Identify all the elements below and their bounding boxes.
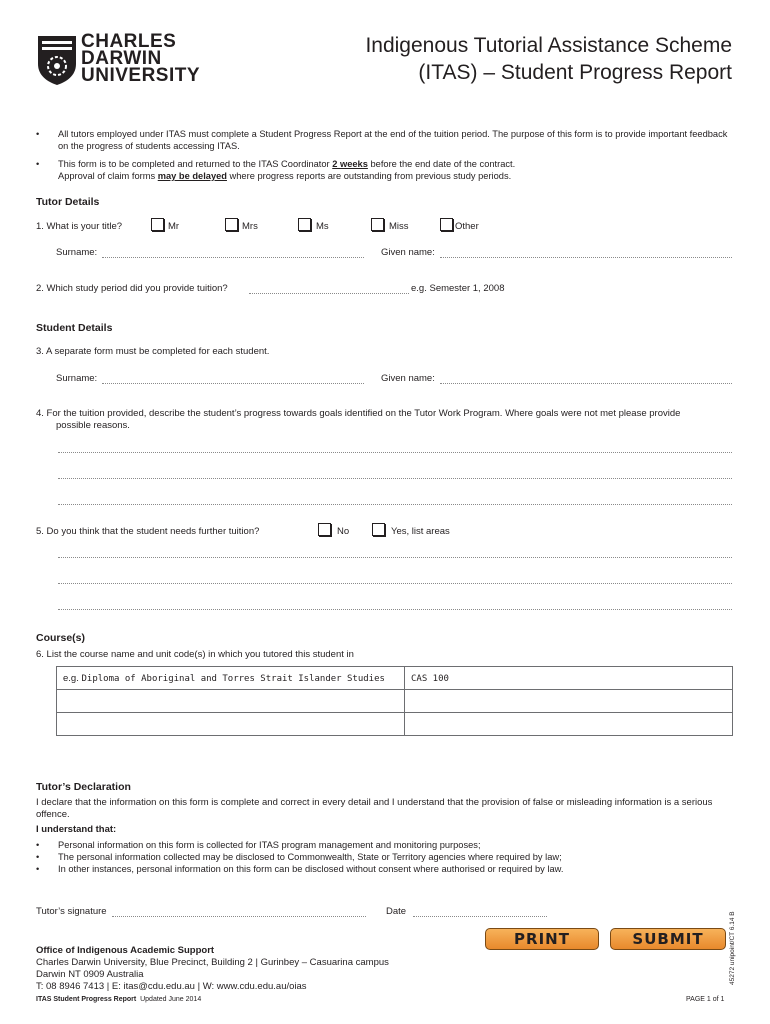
progress-line-1[interactable] — [58, 452, 732, 453]
declaration-heading: Tutor’s Declaration — [36, 781, 131, 793]
q1-label: 1. What is your title? — [36, 221, 123, 232]
title-miss-label: Miss — [389, 221, 409, 232]
q3-label: 3. A separate form must be completed for each student. — [36, 346, 270, 357]
courses-table — [56, 666, 733, 736]
courses-heading: Course(s) — [36, 632, 86, 644]
page-title: Indigenous Tutorial Assistance Scheme (ITAS) – Student Progress Report — [365, 34, 732, 84]
unit-code-cell[interactable] — [405, 690, 733, 713]
unit-code-cell[interactable]: CAS 100 — [405, 667, 733, 690]
understand-points — [36, 839, 736, 875]
title-other-checkbox[interactable] — [440, 218, 453, 231]
declaration-text: I declare that the information on this form is complete and correct in every detail and I understand that the provision of false or misleading information is a serious offence. — [36, 797, 713, 820]
footer-page: PAGE 1 of 1 — [686, 996, 725, 1003]
further-tuition-no-checkbox[interactable] — [318, 523, 331, 536]
further-tuition-yes-checkbox[interactable] — [372, 523, 385, 536]
student-surname-field[interactable] — [102, 383, 364, 384]
course-name-cell[interactable] — [57, 713, 405, 736]
tutor-given-name-label: Given name: — [381, 247, 435, 258]
logo-line-3: UNIVERSITY — [81, 65, 201, 86]
q2-example: e.g. Semester 1, 2008 — [411, 283, 505, 294]
progress-line-3[interactable] — [58, 504, 732, 505]
q4-label: 4. For the tuition provided, describe the student’s progress towards goals identified on the Tutor Work Program. Where goals were not met please provide — [36, 408, 681, 419]
tutor-details-heading: Tutor Details — [36, 196, 100, 208]
signature-label: Tutor’s signature — [36, 906, 107, 917]
course-name-cell[interactable] — [57, 690, 405, 713]
date-label: Date — [386, 906, 407, 917]
understand-point-1: • Personal information on this form is collected for ITAS program management and monitoring purposes; — [36, 839, 736, 851]
tuition-areas-line-2[interactable] — [58, 583, 732, 584]
intro-bullets — [36, 128, 736, 188]
table-row — [57, 713, 733, 736]
logo-line-2: DARWIN — [81, 48, 162, 69]
title-mr-label: Mr — [168, 221, 180, 232]
tuition-areas-line-3[interactable] — [58, 609, 732, 610]
footer-code: 45272 unipoint/CT 6.14 B — [729, 911, 736, 985]
title-mrs-label: Mrs — [242, 221, 258, 232]
tuition-areas-line-1[interactable] — [58, 557, 732, 558]
understand-point-2: • The personal information collected may be disclosed to Commonwealth, State or Territory agencies where required by law; — [36, 851, 736, 863]
cdu-logo-emblem — [36, 34, 78, 86]
course-name-cell[interactable]: e.g. Diploma of Aboriginal and Torres Strait Islander Studies — [57, 667, 405, 690]
progress-line-2[interactable] — [58, 478, 732, 479]
cdu-logo-wordmark — [81, 33, 200, 84]
title-ms-label: Ms — [316, 221, 329, 232]
submit-button[interactable]: SUBMIT — [610, 928, 726, 950]
q4-label-cont: possible reasons. — [56, 420, 130, 431]
tutor-surname-label: Surname: — [56, 247, 98, 258]
student-given-name-field[interactable] — [440, 383, 732, 384]
title-mrs-checkbox[interactable] — [225, 218, 238, 231]
logo-line-1: CHARLES — [81, 31, 177, 52]
title-other-label: Other — [455, 221, 479, 232]
title-ms-checkbox[interactable] — [298, 218, 311, 231]
understand-heading: I understand that: — [36, 824, 117, 835]
unit-code-cell[interactable] — [405, 713, 733, 736]
title-mr-checkbox[interactable] — [151, 218, 164, 231]
student-given-name-label: Given name: — [381, 373, 435, 384]
student-surname-label: Surname: — [56, 373, 98, 384]
office-contact: T: 08 8946 7413 | E: itas@cdu.edu.au | W: www.cdu.edu.au/oias — [36, 981, 307, 992]
date-field[interactable] — [413, 916, 547, 917]
footer-doc: ITAS Student Progress Report Updated June 2014 — [36, 996, 202, 1003]
further-tuition-yes-label: Yes, list areas — [391, 526, 450, 537]
q2-label: 2. Which study period did you provide tuition? — [36, 283, 228, 294]
table-row — [57, 667, 733, 690]
table-row — [57, 690, 733, 713]
office-address-1: Charles Darwin University, Blue Precinct, Building 2 | Gurinbey – Casuarina campus — [36, 957, 389, 968]
signature-field[interactable] — [112, 916, 366, 917]
understand-point-3: • In other instances, personal information on this form can be disclosed without consent where authorised or required by law. — [36, 863, 736, 875]
q5-label: 5. Do you think that the student needs further tuition? — [36, 526, 260, 537]
further-tuition-no-label: No — [337, 526, 350, 537]
student-details-heading: Student Details — [36, 322, 113, 334]
office-name: Office of Indigenous Academic Support — [36, 945, 215, 956]
intro-bullet-2: • This form is to be completed and returned to the ITAS Coordinator 2 weeks before the end date of the contract. Approval of claim forms may be delayed where progress reports are outstanding from previous study periods. — [36, 158, 736, 182]
tutor-given-name-field[interactable] — [440, 257, 732, 258]
intro-bullet-1: • All tutors employed under ITAS must complete a Student Progress Report at the end of the tuition period. The purpose of this form is to provide important feedback on the progress of students accessing ITAS. — [36, 128, 736, 152]
q6-label: 6. List the course name and unit code(s) in which you tutored this student in — [36, 649, 354, 660]
tutor-surname-field[interactable] — [102, 257, 364, 258]
office-address-2: Darwin NT 0909 Australia — [36, 969, 144, 980]
study-period-field[interactable] — [249, 293, 409, 294]
print-button[interactable]: PRINT — [485, 928, 599, 950]
title-miss-checkbox[interactable] — [371, 218, 384, 231]
